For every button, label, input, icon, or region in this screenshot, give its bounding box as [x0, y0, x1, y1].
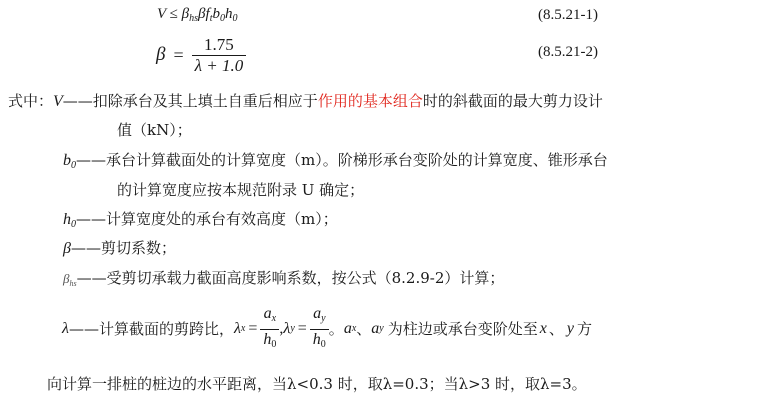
- fraction: [192, 35, 247, 76]
- comma: ,: [279, 320, 284, 337]
- equals-sign-2: =: [297, 320, 307, 337]
- separator: 、: [356, 320, 372, 338]
- subscript-x: x: [271, 312, 277, 324]
- subscript-t: t: [209, 13, 213, 24]
- equation-8-5-21-2: [156, 30, 246, 80]
- definition-v: [8, 91, 603, 112]
- symbol-h: h: [224, 6, 233, 22]
- symbol-beta: β: [181, 6, 190, 22]
- equation-8-5-21-1: [157, 6, 237, 24]
- subscript-0: 0: [219, 13, 225, 24]
- symbol-beta-2: β: [198, 6, 206, 22]
- subscript-y: y: [379, 323, 384, 334]
- fraction-ay-h0: [310, 304, 329, 355]
- symbol-beta: β: [63, 271, 70, 286]
- lambda-x-formula: [234, 304, 329, 355]
- denominator-h0: [310, 329, 329, 355]
- separator: 、: [548, 320, 564, 338]
- definition-beta-hs: [63, 268, 504, 294]
- lambda-mid-text: 为柱边或承台变阶处至: [387, 320, 538, 338]
- subscript-0: 0: [271, 338, 277, 350]
- symbol-le: ≤: [169, 6, 178, 22]
- fraction-ax-h0: [260, 304, 279, 355]
- subscript-0: 0: [320, 338, 326, 350]
- beta-text: ——剪切系数；: [70, 239, 176, 257]
- symbol-beta: β: [156, 44, 166, 65]
- lambda-text-end: 方: [576, 320, 592, 338]
- numerator-ax: [260, 304, 279, 329]
- symbol-lambda-x: λ: [233, 320, 241, 337]
- subscript-0-h: 0: [232, 13, 238, 24]
- definition-v-line2: 值（kN）；: [117, 121, 192, 139]
- subscript-0: 0: [71, 219, 76, 230]
- subscript-y: y: [290, 323, 295, 334]
- subscript-y: y: [321, 312, 326, 324]
- subscript-0: 0: [71, 160, 76, 171]
- definition-lambda: [62, 304, 592, 354]
- subscript-x: x: [351, 323, 357, 334]
- definition-lambda-line2: 向计算一排桩的桩边的水平距离，当λ<0.3 时，取λ=0.3；当λ>3 时，取λ=3。: [47, 375, 587, 393]
- v-text: ——扣除承台及其上填土自重后相应于: [62, 92, 318, 110]
- denominator-h0: [260, 329, 279, 355]
- symbol-h: h: [263, 330, 272, 348]
- subscript-hs: hs: [69, 279, 77, 288]
- symbol-y: y: [566, 320, 574, 337]
- definition-beta: [63, 238, 176, 259]
- symbol-b: b: [63, 152, 71, 169]
- symbol-lambda: λ: [62, 320, 69, 337]
- symbol-a: a: [263, 304, 272, 322]
- definition-b0: [63, 150, 608, 176]
- denominator: λ + 1.0: [192, 55, 247, 76]
- symbol-h: h: [312, 330, 321, 348]
- v-text-end: 时的斜截面的最大剪力设计: [422, 92, 603, 110]
- symbol-x: x: [539, 320, 547, 337]
- symbol-beta: β: [63, 240, 71, 257]
- numerator-ay: [310, 304, 329, 329]
- symbol-v: V: [157, 6, 166, 22]
- definition-h0: [63, 209, 338, 235]
- definition-b0-line2: 的计算宽度应按本规范附录 U 确定；: [117, 181, 365, 199]
- symbol-f: f: [205, 6, 210, 22]
- equals-sign: =: [248, 320, 258, 337]
- symbol-v: V: [53, 93, 63, 110]
- subscript-x: x: [240, 323, 246, 334]
- subscript-hs: hs: [189, 13, 199, 24]
- h0-text: ——计算宽度处的承台有效高度（m）；: [76, 210, 338, 228]
- period: 。: [328, 320, 344, 338]
- b0-text: ——承台计算截面处的计算宽度（m）。阶梯形承台变阶处的计算宽度、锥形承台: [76, 151, 608, 169]
- symbol-h: h: [63, 211, 71, 228]
- symbol-a: a: [343, 320, 352, 337]
- symbol-a: a: [371, 320, 380, 337]
- equation-number-2: (8.5.21-2): [538, 44, 598, 60]
- symbol-a: a: [313, 304, 322, 322]
- beta-hs-text: ——受剪切承载力截面高度影响系数，按公式（8.2.9-2）计算；: [76, 269, 505, 287]
- symbol-lambda-y: λ: [283, 320, 291, 337]
- symbol-b: b: [212, 6, 220, 22]
- intro-label: 式中：: [8, 92, 54, 110]
- equals-sign: =: [173, 44, 184, 65]
- numerator: 1.75: [204, 34, 234, 54]
- equation-number-1: (8.5.21-1): [538, 7, 598, 23]
- lambda-text: ——计算截面的剪跨比，: [68, 320, 234, 338]
- highlighted-text: 作用的基本组合: [317, 92, 423, 110]
